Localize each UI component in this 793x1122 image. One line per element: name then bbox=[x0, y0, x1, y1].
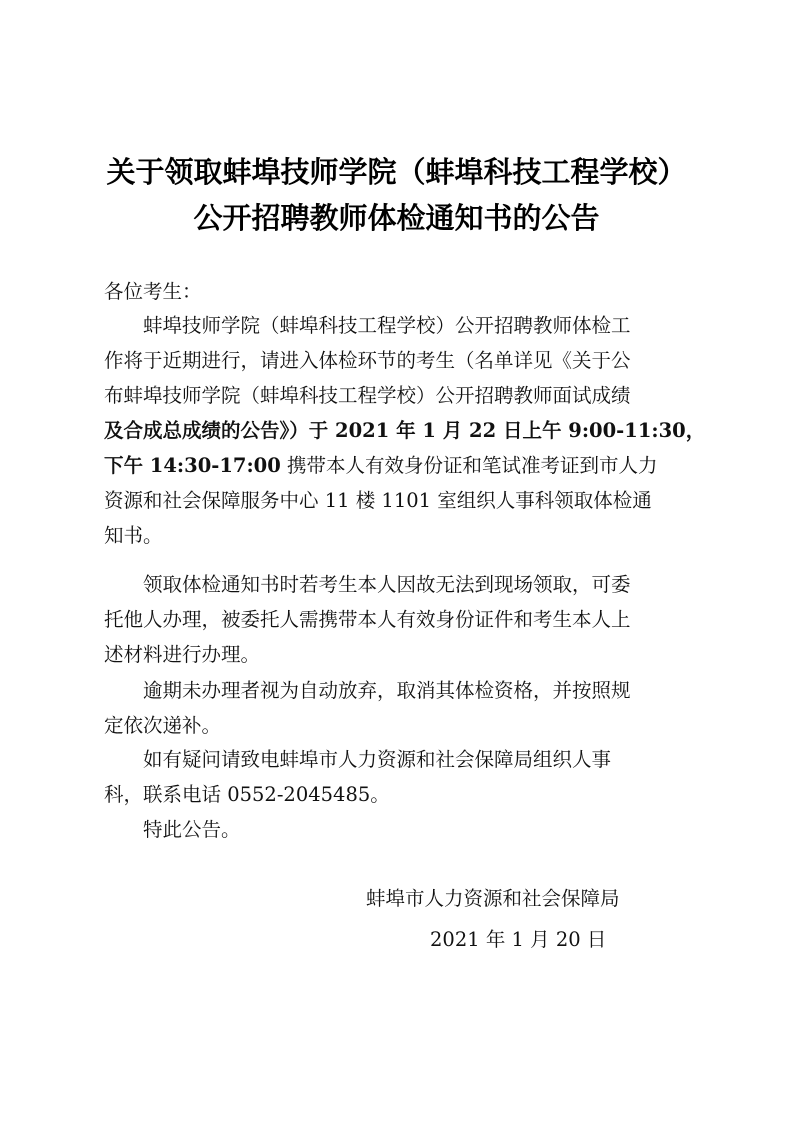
paragraph-line: 资源和社会保障服务中心 11 楼 1101 室组织人事科领取体检通 bbox=[104, 489, 652, 512]
paragraph-line: 知书。 bbox=[104, 524, 163, 547]
paragraph-line: 领取体检通知书时若考生本人因故无法到现场领取，可委 bbox=[143, 573, 631, 596]
salutation bbox=[104, 274, 694, 309]
paragraph-line: 逾期未办理者视为自动放弃，取消其体检资格，并按照规 bbox=[143, 679, 631, 702]
salutation-text: 各位考生： bbox=[104, 280, 202, 303]
signature-date: 2021 年 1 月 20 日 bbox=[430, 928, 607, 951]
paragraph-line: 作将于近期进行，请进入体检环节的考生（名单详见《关于公 bbox=[104, 349, 631, 372]
paragraph-line-emphasis: 及合成总成绩的公告》）于 2021 年 1 月 22 日上午 9:00-11:30， bbox=[104, 419, 706, 442]
paragraph-line: 科，联系电话 0552-2045485。 bbox=[104, 783, 390, 806]
document-title-line-2: 公开招聘教师体检通知书的公告 bbox=[193, 201, 600, 235]
closing-text: 特此公告。 bbox=[143, 818, 241, 841]
paragraph-proxy bbox=[104, 567, 694, 672]
paragraph-overdue bbox=[104, 673, 694, 743]
paragraph-contact bbox=[104, 742, 694, 812]
paragraph-line bbox=[104, 448, 694, 483]
paragraph-line: 蚌埠技师学院（蚌埠科技工程学校）公开招聘教师体检工 bbox=[143, 314, 631, 337]
paragraph-line: 托他人办理，被委托人需携带本人有效身份证件和考生本人上 bbox=[104, 608, 631, 631]
paragraph-line: 述材料进行办理。 bbox=[104, 643, 261, 666]
paragraph-line-rest: 携带本人有效身份证和笔试准考证到市人力 bbox=[287, 454, 658, 477]
paragraph-closing bbox=[104, 812, 694, 847]
afternoon-time-emphasis: 下午 14:30-17:00 bbox=[104, 454, 281, 477]
paragraph-line: 定依次递补。 bbox=[104, 714, 222, 737]
signature-organization: 蚌埠市人力资源和社会保障局 bbox=[366, 887, 620, 910]
paragraph-schedule bbox=[104, 308, 706, 553]
paragraph-line: 布蚌埠技师学院（蚌埠科技工程学校）公开招聘教师面试成绩 bbox=[104, 384, 631, 407]
document-title-line-1: 关于领取蚌埠技师学院（蚌埠科技工程学校） bbox=[106, 155, 687, 189]
paragraph-line: 如有疑问请致电蚌埠市人力资源和社会保障局组织人事 bbox=[143, 748, 612, 771]
